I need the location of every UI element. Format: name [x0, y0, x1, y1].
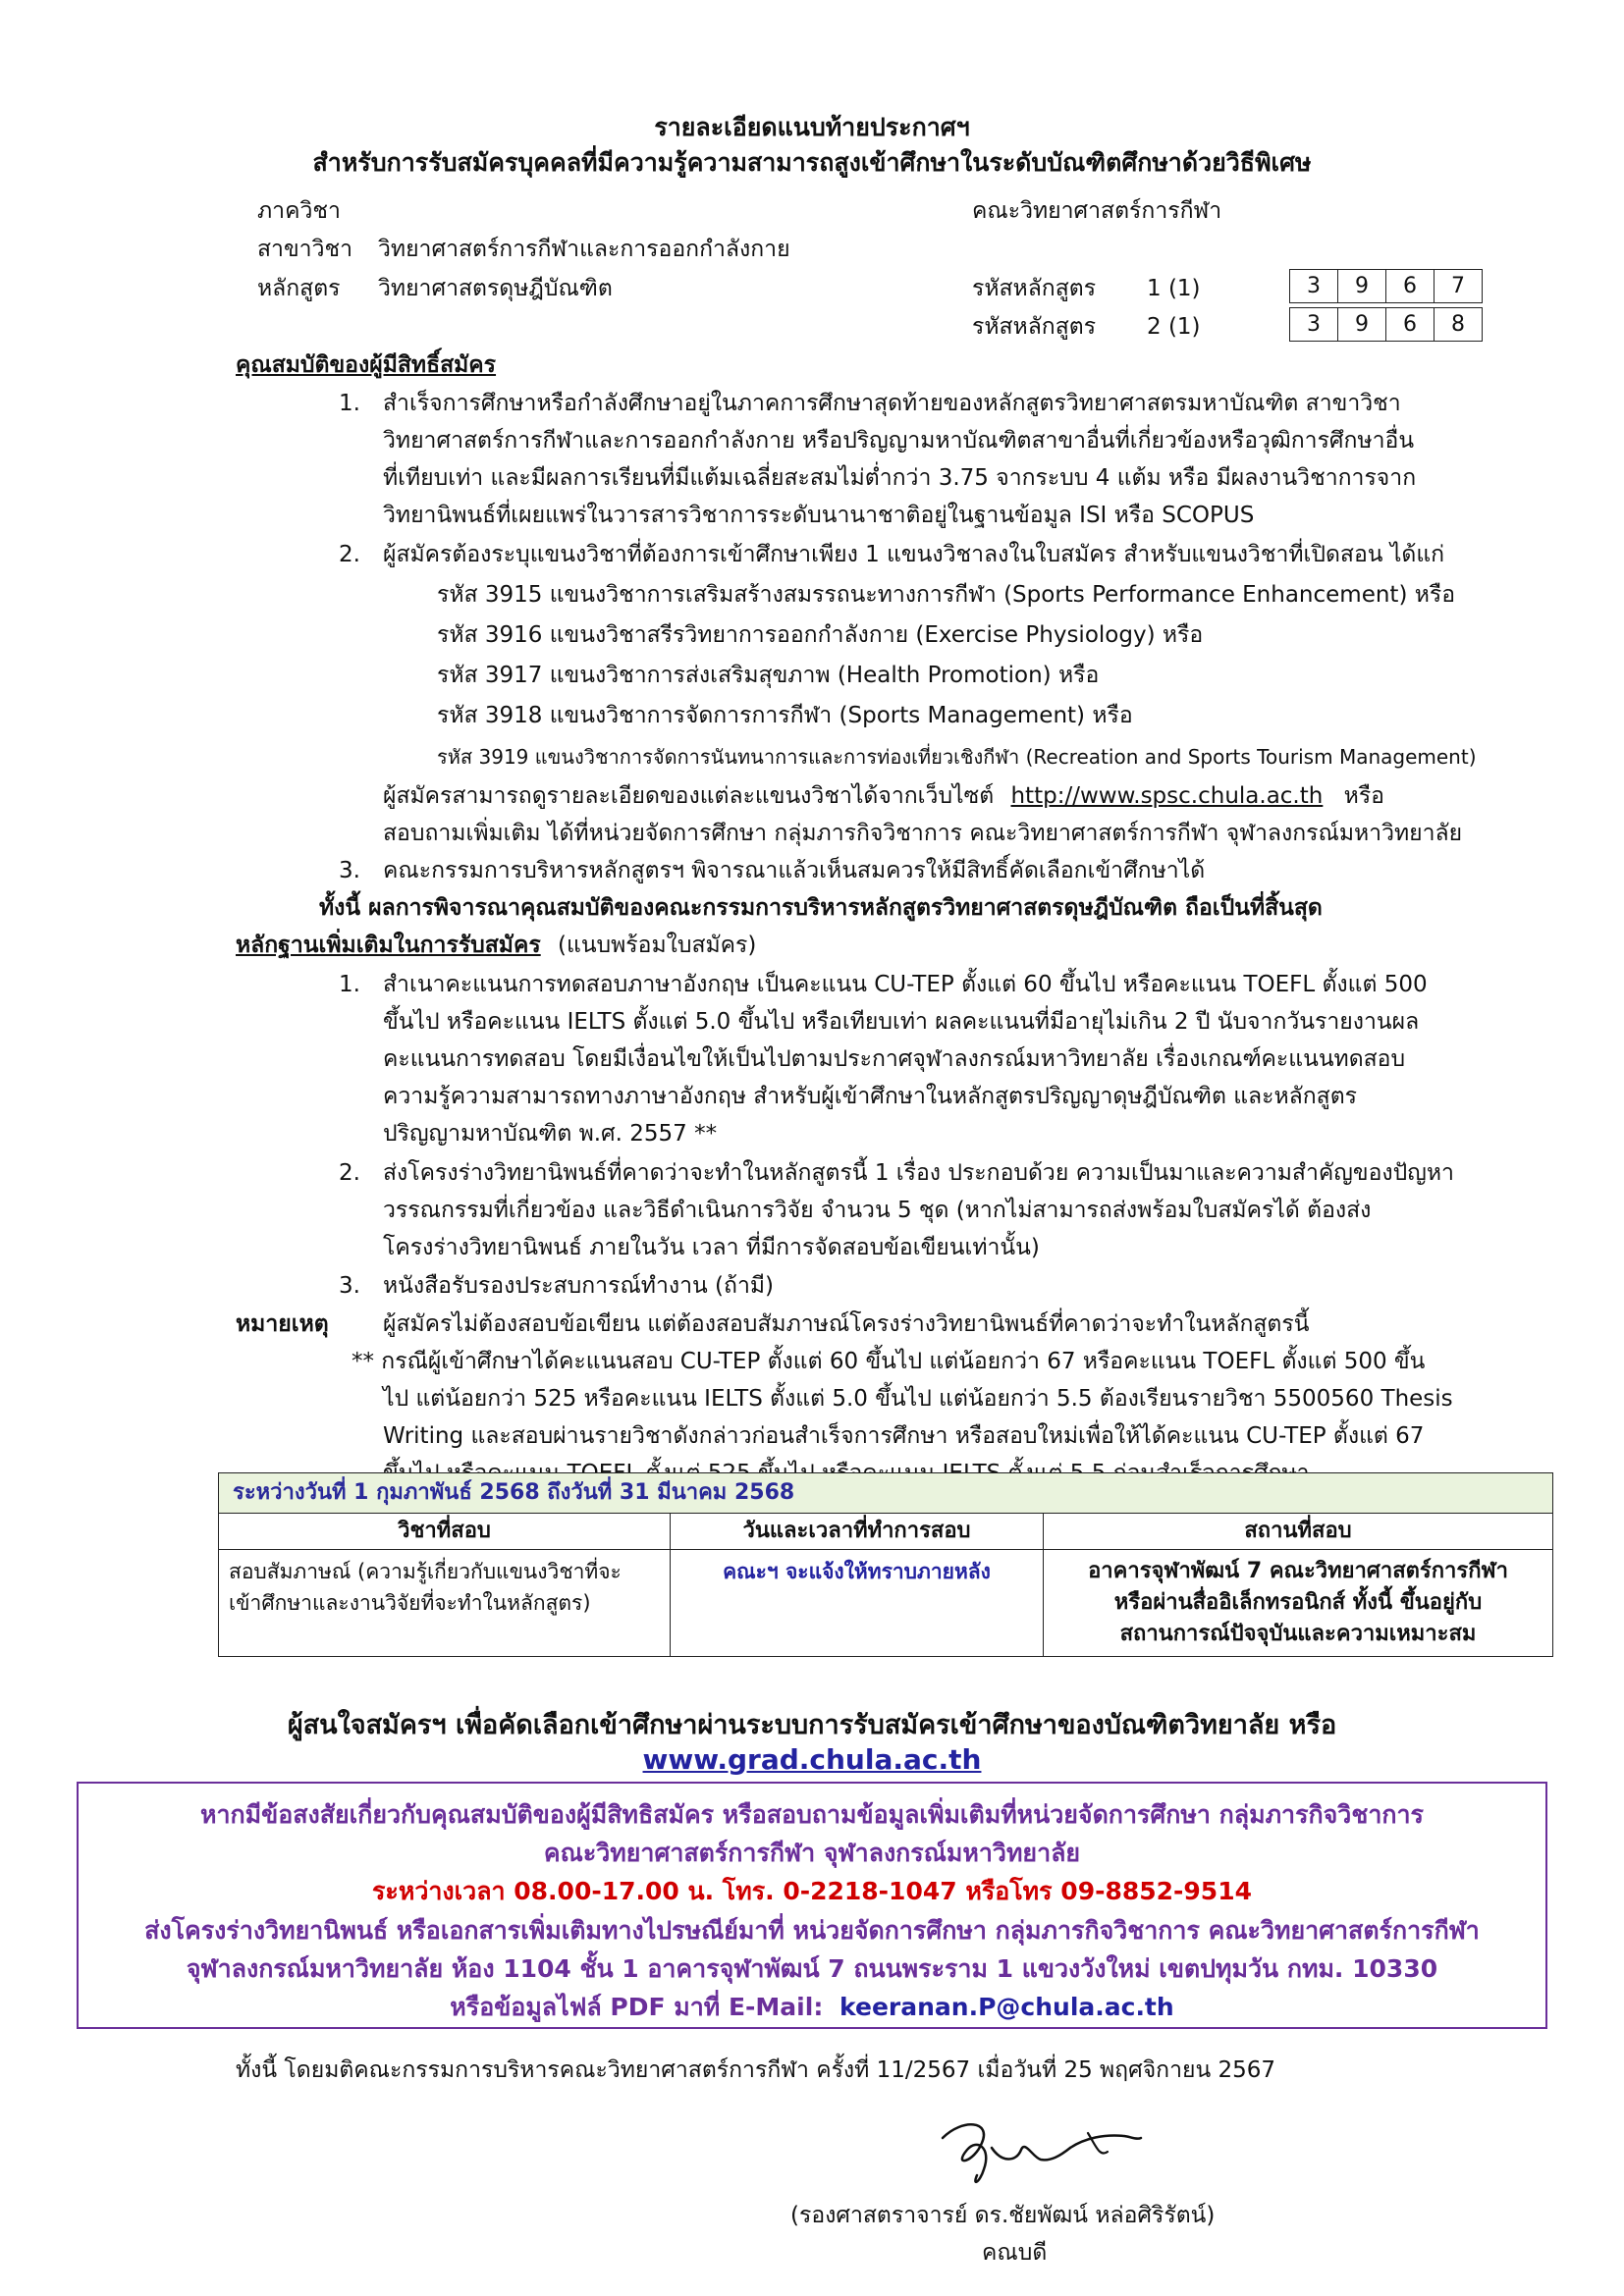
- qualification-line: วิทยาศาสตร์การกีฬาและการออกกำลังกาย หรือปริญญามหาบัณฑิตสาขาอื่นที่เกี่ยวข้องหรือวุฒิการศึกษาอื่น: [383, 428, 1415, 454]
- track-item: รหัส 3918 แขนงวิชาการจัดการการกีฬา (Sports Management) หรือ: [437, 703, 1133, 728]
- qualification-line: คณะกรรมการบริหารหลักสูตรฯ พิจารณาแล้วเห็นสมควรให้มีสิทธิ์คัดเลือกเข้าศึกษาได้: [383, 858, 1206, 883]
- evidence-line: ขึ้นไป หรือคะแนน IELTS ตั้งแต่ 5.0 ขึ้นไป หรือเทียบเท่า ผลคะแนนที่มีอายุไม่เกิน 2 ปี นับจากวันรายงานผล: [383, 1009, 1420, 1035]
- list-number: 1.: [339, 972, 360, 997]
- code-digit: 8: [1435, 308, 1483, 342]
- track-item: รหัส 3919 แขนงวิชาการจัดการนันทนาการและการท่องเที่ยวเชิงกีฬา (Recreation and Sports Tourism Management): [437, 745, 1477, 769]
- exam-period: ระหว่างวันที่ 1 กุมภาพันธ์ 2568 ถึงวันที่ 31 มีนาคม 2568: [219, 1473, 1553, 1514]
- doc-title: รายละเอียดแนบท้ายประกาศฯ: [654, 113, 970, 141]
- code-digit: 9: [1338, 270, 1386, 303]
- contact-line: จุฬาลงกรณ์มหาวิทยาลัย ห้อง 1104 ชั้น 1 อาคารจุฬาพัฒน์ 7 ถนนพระราม 1 แขวงวังใหม่ เขตปทุมวัน กทม. 10330: [186, 1954, 1438, 1983]
- exam-place-line: สถานการณ์ปัจจุบันและความเหมาะสม: [1119, 1622, 1477, 1646]
- signer-name: (รองศาสตราจารย์ ดร.ชัยพัฒน์ หล่อศิริรัตน์): [790, 2203, 1216, 2228]
- evidence-line: ความรู้ความสามารถทางภาษาอังกฤษ สำหรับผู้เข้าศึกษาในหลักสูตรปริญญาดุษฎีบัณฑิต และหลักสูตร: [383, 1084, 1358, 1109]
- note-star-line: Writing และสอบผ่านรายวิชาดังกล่าวก่อนสำเร็จการศึกษา หรือสอบใหม่เพื่อให้ได้คะแนน CU-TEP ตั้งแต่ 67: [383, 1423, 1425, 1449]
- course-plan-2: 2 (1): [1147, 314, 1201, 340]
- dept-label: ภาควิชา: [257, 198, 341, 224]
- grad-website-link[interactable]: www.grad.chula.ac.th: [642, 1743, 982, 1776]
- program-label: หลักสูตร: [257, 276, 341, 301]
- contact-line: คณะวิทยาศาสตร์การกีฬา จุฬาลงกรณ์มหาวิทยาลัย: [543, 1839, 1081, 1867]
- note-star-line: ไป แต่น้อยกว่า 525 หรือคะแนน IELTS ตั้งแต่ 5.0 ขึ้นไป แต่น้อยกว่า 5.5 ต้องเรียนรายวิชา 5500560 Thesis: [383, 1386, 1453, 1412]
- evidence-heading-note: (แนบพร้อมใบสมัคร): [558, 933, 757, 958]
- exam-subject-cell: [219, 1550, 671, 1657]
- contact-line: [79, 1988, 1545, 2027]
- track-item: รหัส 3915 แขนงวิชาการเสริมสร้างสมรรถนะทางการกีฬา (Sports Performance Enhancement) หรือ: [437, 582, 1456, 608]
- course-code-label-1: รหัสหลักสูตร: [972, 276, 1097, 301]
- qualification-line: วิทยานิพนธ์ที่เผยแพร่ในวารสารวิชาการระดับนานาชาติอยู่ในฐานข้อมูล ISI หรือ SCOPUS: [383, 503, 1255, 528]
- course-code-label-2: รหัสหลักสูตร: [972, 314, 1097, 340]
- apply-line: ผู้สนใจสมัครฯ เพื่อคัดเลือกเข้าศึกษาผ่านระบบการรับสมัครเข้าศึกษาของบัณฑิตวิทยาลัย หรือ: [287, 1710, 1337, 1740]
- contact-line: หากมีข้อสงสัยเกี่ยวกับคุณสมบัติของผู้มีสิทธิสมัคร หรือสอบถามข้อมูลเพิ่มเติมที่หน่วยจัดการศึกษา กลุ่มภารกิจวิชาการ: [200, 1800, 1424, 1829]
- evidence-heading-row: [236, 927, 756, 964]
- approval-note: ทั้งนี้ โดยมติคณะกรรมการบริหารคณะวิทยาศาสตร์การกีฬา ครั้งที่ 11/2567 เมื่อวันที่ 25 พฤศจิกายน 2567: [236, 2057, 1276, 2083]
- evidence-line: คะแนนการทดสอบ โดยมีเงื่อนไขให้เป็นไปตามประกาศจุฬาลงกรณ์มหาวิทยาลัย เรื่องเกณฑ์คะแนนทดสอบ: [383, 1046, 1406, 1072]
- exam-subject-line: สอบสัมภาษณ์ (ความรู้เกี่ยวกับแขนงวิชาที่จะ: [229, 1560, 622, 1583]
- exam-place-line: อาคารจุฬาพัฒน์ 7 คณะวิทยาศาสตร์การกีฬา: [1088, 1559, 1508, 1583]
- code-digit: 3: [1290, 270, 1338, 303]
- evidence-line: ปริญญามหาบัณฑิต พ.ศ. 2557 **: [383, 1121, 718, 1147]
- column-header-subject: วิชาที่สอบ: [219, 1514, 671, 1550]
- note-line: ผู้สมัครไม่ต้องสอบข้อเขียน แต่ต้องสอบสัมภาษณ์โครงร่างวิทยานิพนธ์ที่คาดว่าจะทำในหลักสูตรนี้: [383, 1311, 1310, 1337]
- website-note: ผู้สมัครสามารถดูรายละเอียดของแต่ละแขนงวิชาได้จากเว็บไซต์: [383, 783, 995, 809]
- column-header-datetime: วันและเวลาที่ทำการสอบ: [671, 1514, 1044, 1550]
- qualification-line: ที่เทียบเท่า และมีผลการเรียนที่มีแต้มเฉลี่ยสะสมไม่ต่ำกว่า 3.75 จากระบบ 4 แต้ม หรือ มีผลงานวิชาการจาก: [383, 465, 1417, 491]
- list-number: 3.: [339, 1273, 360, 1299]
- spsc-website-link[interactable]: http://www.spsc.chula.ac.th: [1010, 783, 1324, 809]
- signer-position: คณบดี: [982, 2240, 1048, 2266]
- code-digit: 6: [1386, 308, 1435, 342]
- contact-box: [77, 1782, 1547, 2029]
- exam-schedule-table: [218, 1472, 1553, 1657]
- track-item: รหัส 3917 แขนงวิชาการส่งเสริมสุขภาพ (Health Promotion) หรือ: [437, 663, 1100, 688]
- faculty-name: คณะวิทยาศาสตร์การกีฬา: [972, 198, 1222, 224]
- course-code-boxes-1: [1289, 269, 1483, 303]
- qualification-line: สอบถามเพิ่มเติม ได้ที่หน่วยจัดการศึกษา กลุ่มภารกิจวิชาการ คณะวิทยาศาสตร์การกีฬา จุฬาลงกรณ์มหาวิทยาลัย: [383, 821, 1463, 846]
- email-label: หรือข้อมูลไฟล์ PDF มาที่ E-Mail:: [450, 1993, 824, 2021]
- note-label: หมายเหตุ: [236, 1311, 329, 1337]
- note-star-line: ** กรณีผู้เข้าศึกษาได้คะแนนสอบ CU-TEP ตั้งแต่ 60 ขึ้นไป แต่น้อยกว่า 67 หรือคะแนน TOEFL ตั้งแต่ 500 ขึ้น: [352, 1349, 1426, 1374]
- doc-subtitle: สำหรับการรับสมัครบุคคลที่มีความรู้ความสามารถสูงเข้าศึกษาในระดับบัณฑิตศึกษาด้วยวิธีพิเศษ: [312, 148, 1312, 177]
- contact-line: ส่งโครงร่างวิทยานิพนธ์ หรือเอกสารเพิ่มเติมทางไปรษณีย์มาที่ หน่วยจัดการศึกษา กลุ่มภารกิจวิชาการ คณะวิทยาศาสตร์การกีฬา: [144, 1916, 1480, 1945]
- course-code-boxes-2: [1289, 307, 1483, 342]
- evidence-line: โครงร่างวิทยานิพนธ์ ภายในวัน เวลา ที่มีการจัดสอบข้อเขียนเท่านั้น): [383, 1235, 1040, 1260]
- course-plan-1: 1 (1): [1147, 276, 1201, 301]
- exam-place-cell: [1044, 1550, 1553, 1657]
- evidence-line: สำเนาคะแนนการทดสอบภาษาอังกฤษ เป็นคะแนน CU-TEP ตั้งแต่ 60 ขึ้นไป หรือคะแนน TOEFL ตั้งแต่ 500: [383, 972, 1428, 997]
- contact-email[interactable]: keeranan.P@chula.ac.th: [839, 1993, 1174, 2021]
- code-digit: 7: [1435, 270, 1483, 303]
- exam-subject-line: เข้าศึกษาและงานวิจัยที่จะทำในหลักสูตร): [229, 1591, 591, 1615]
- qualification-line: สำเร็จการศึกษาหรือกำลังศึกษาอยู่ในภาคการศึกษาสุดท้ายของหลักสูตรวิทยาศาสตรมหาบัณฑิต สาขาวิชา: [383, 391, 1401, 416]
- code-digit: 9: [1338, 308, 1386, 342]
- code-digit: 6: [1386, 270, 1435, 303]
- evidence-line: ส่งโครงร่างวิทยานิพนธ์ที่คาดว่าจะทำในหลักสูตรนี้ 1 เรื่อง ประกอบด้วย ความเป็นมาและความสำคัญของปัญหา: [383, 1160, 1454, 1186]
- list-number: 3.: [339, 858, 360, 883]
- evidence-line: หนังสือรับรองประสบการณ์ทำงาน (ถ้ามี): [383, 1273, 774, 1299]
- column-header-place: สถานที่สอบ: [1044, 1514, 1553, 1550]
- major-label: สาขาวิชา: [257, 237, 353, 262]
- qualifications-heading: คุณสมบัติของผู้มีสิทธิ์สมัคร: [236, 352, 497, 378]
- track-item: รหัส 3916 แขนงวิชาสรีรวิทยาการออกกำลังกาย (Exercise Physiology) หรือ: [437, 622, 1204, 648]
- qualification-line: [383, 777, 1384, 815]
- exam-datetime-cell: คณะฯ จะแจ้งให้ทราบภายหลัง: [671, 1550, 1044, 1657]
- program-value: วิทยาศาสตรดุษฎีบัณฑิต: [378, 276, 613, 301]
- exam-place-line: หรือผ่านสื่ออิเล็กทรอนิกส์ ทั้งนี้ ขึ้นอยู่กับ: [1113, 1590, 1483, 1615]
- qualification-final-note: ทั้งนี้ ผลการพิจารณาคุณสมบัติของคณะกรรมการบริหารหลักสูตรวิทยาศาสตรดุษฎีบัณฑิต ถือเป็นที่สิ้นสุด: [319, 895, 1323, 921]
- list-number: 1.: [339, 391, 360, 416]
- evidence-line: วรรณกรรมที่เกี่ยวข้อง และวิธีดำเนินการวิจัย จำนวน 5 ชุด (หากไม่สามารถส่งพร้อมใบสมัครได้ ต้องส่ง: [383, 1198, 1372, 1223]
- evidence-heading: หลักฐานเพิ่มเติมในการรับสมัคร: [236, 933, 541, 958]
- list-number: 2.: [339, 542, 360, 567]
- or-text: หรือ: [1343, 783, 1384, 809]
- contact-hours: ระหว่างเวลา 08.00-17.00 น. โทร. 0-2218-1047 หรือโทร 09-8852-9514: [372, 1877, 1252, 1905]
- list-number: 2.: [339, 1160, 360, 1186]
- code-digit: 3: [1290, 308, 1338, 342]
- major-value: วิทยาศาสตร์การกีฬาและการออกกำลังกาย: [378, 237, 790, 262]
- qualification-line: ผู้สมัครต้องระบุแขนงวิชาที่ต้องการเข้าศึกษาเพียง 1 แขนงวิชาลงในใบสมัคร สำหรับแขนงวิชาที่เปิดสอน ได้แก่: [383, 542, 1445, 567]
